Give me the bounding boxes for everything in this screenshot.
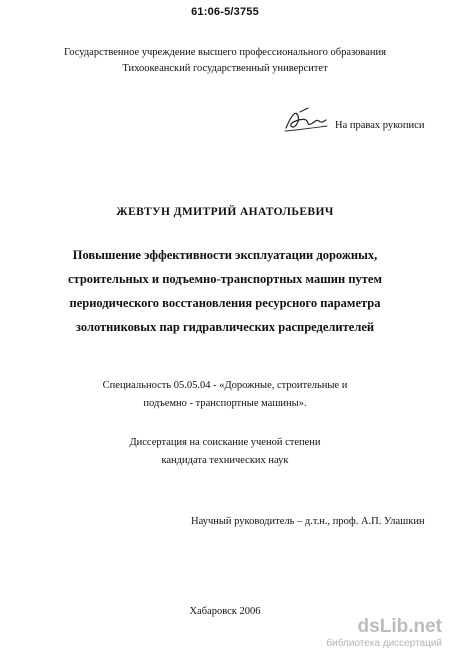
specialty-line-1: Специальность 05.05.04 - «Дорожные, строительные и	[102, 380, 348, 391]
specialty-line-2: подъемно - транспортные машины».	[143, 398, 307, 409]
institution-line-1: Государственное учреждение высшего профессионального образования	[64, 47, 386, 58]
dissertation-title-line-4: золотниковых пар гидравлических распределителей	[75, 320, 375, 334]
watermark-subtitle: библиотека диссертаций	[326, 638, 442, 649]
archive-code: 61:06-5/3755	[191, 6, 259, 18]
handwritten-signature	[282, 106, 330, 134]
dissertation-title-line-1: Повышение эффективности эксплуатации дорожных,	[72, 248, 378, 262]
dissertation-title-line-3: периодического восстановления ресурсного параметра	[69, 296, 381, 310]
site-watermark	[326, 616, 442, 656]
scientific-supervisor: Научный руководитель – д.т.н., проф. А.П. Улашкин	[191, 516, 425, 527]
city-year: Хабаровск 2006	[189, 606, 261, 617]
watermark-logo: dsLib.net	[357, 616, 442, 637]
manuscript-rights-note: На правах рукописи	[335, 120, 425, 131]
author-name: ЖЕВТУН ДМИТРИЙ АНАТОЛЬЕВИЧ	[116, 206, 334, 218]
degree-line-2: кандидата технических наук	[161, 455, 289, 466]
degree-line-1: Диссертация на соискание ученой степени	[129, 437, 321, 448]
institution-line-2: Тихоокеанский государственный университет	[122, 63, 328, 74]
dissertation-title-line-2: строительных и подъемно-транспортных машин путем	[68, 272, 382, 286]
